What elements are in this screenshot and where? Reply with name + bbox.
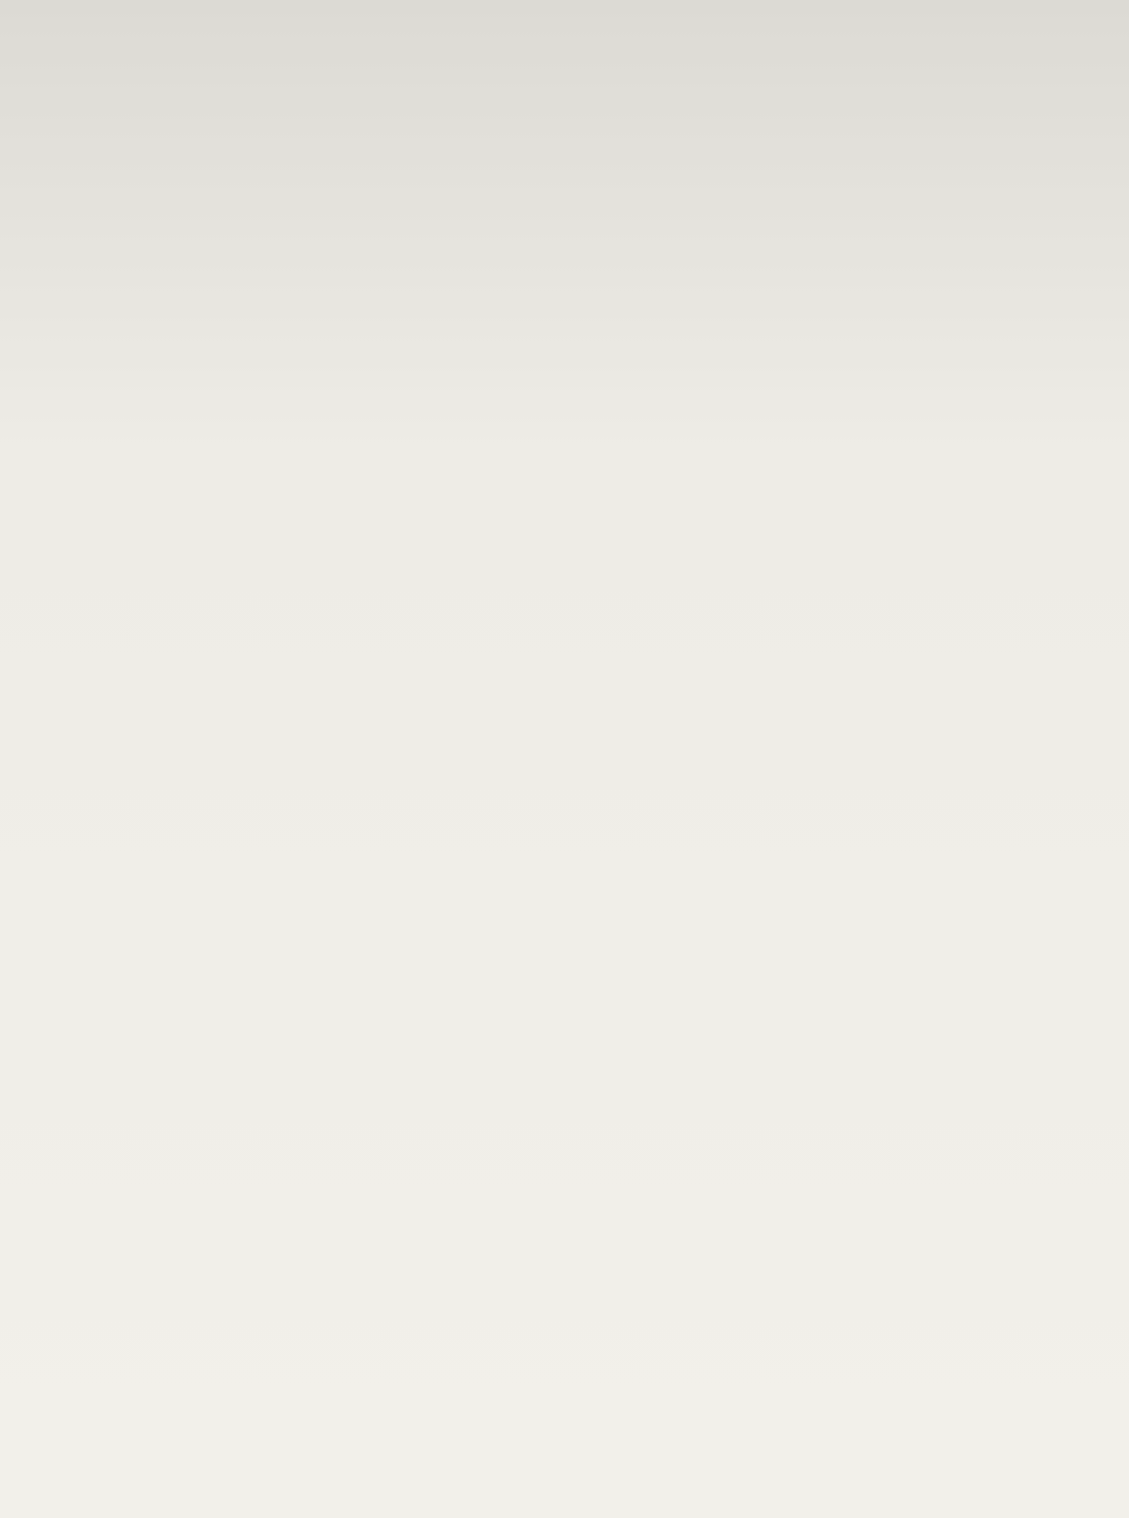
questions-27-40 [58, 660, 1108, 680]
answer-options-36-40 [58, 670, 1108, 678]
questions-14-26 [0, 0, 1129, 52]
